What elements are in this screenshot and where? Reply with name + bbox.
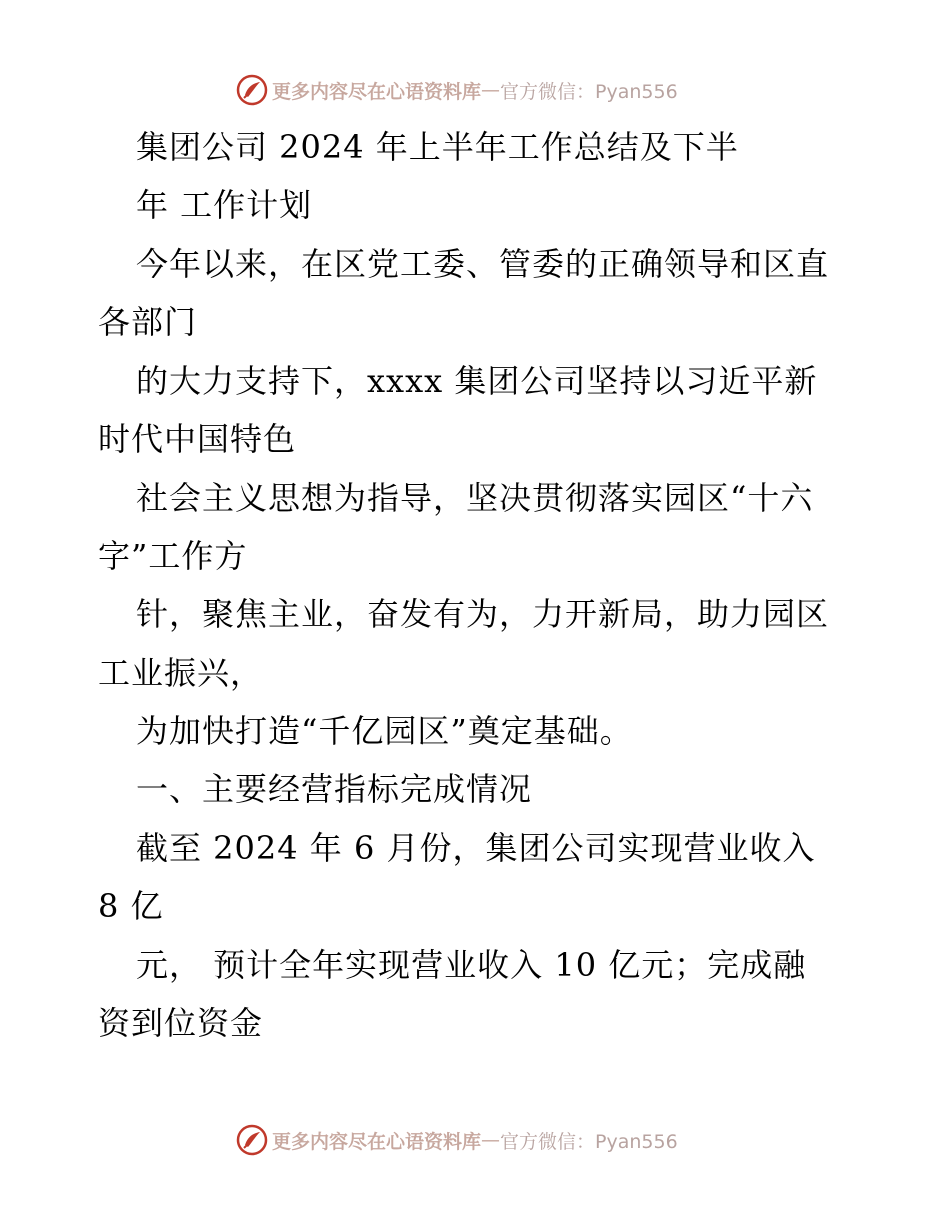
paragraph-line: 截至 2024 年 6 月份，集团公司实现营业收入 [136,829,816,867]
paragraph-line: 今年以来，在区党工委、管委的正确领导和区直 [136,245,830,283]
paragraph-line: 资到位资金 [98,1004,264,1042]
watermark-contact-text: 官方微信：Pyan556 [500,1130,678,1153]
watermark-header [236,72,678,108]
section-heading: 一、主要经营指标完成情况 [136,770,533,808]
seal-logo-icon [236,1124,268,1156]
watermark-main-text: 更多内容尽在心语资料库 [272,1130,482,1153]
watermark-separator: — [481,1129,501,1151]
watermark-contact-text: 官方微信：Pyan556 [500,80,678,103]
paragraph-line: 针，聚焦主业，奋发有为，力开新局，助力园区 [136,595,830,633]
paragraph-line: 字”工作方 [98,537,248,575]
paragraph-line: 时代中国特色 [98,420,297,458]
seal-logo-icon [236,74,268,106]
paragraph-line: 社会主义思想为指导，坚决贯彻落实园区“十六 [136,479,814,517]
paragraph-line: 各部门 [98,303,198,341]
watermark-footer [236,1122,678,1158]
watermark-main-text: 更多内容尽在心语资料库 [272,80,482,103]
paragraph-line: 工业振兴， [98,654,264,692]
paragraph-line: 元， 预计全年实现营业收入 10 亿元；完成融 [136,946,807,984]
watermark-separator: — [481,79,501,101]
document-title-line-1: 集团公司 2024 年上半年工作总结及下半 [136,128,739,166]
paragraph-line: 8 亿 [98,887,164,925]
document-title-line-2: 年 工作计划 [136,186,313,224]
paragraph-line: 为加快打造“千亿园区”奠定基础。 [136,712,633,750]
paragraph-line: 的大力支持下，xxxx 集团公司坚持以习近平新 [136,362,818,400]
